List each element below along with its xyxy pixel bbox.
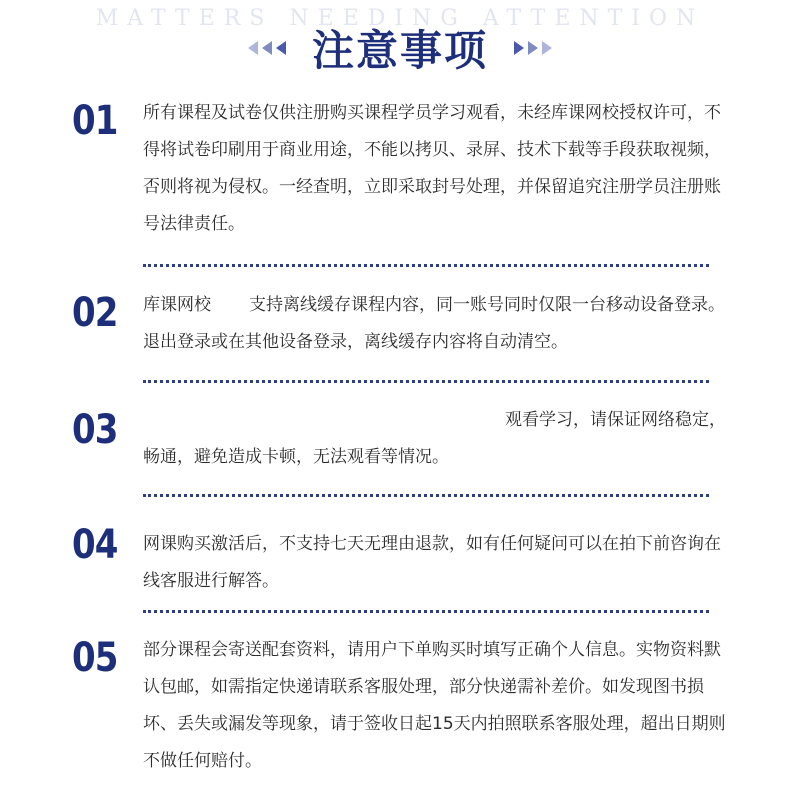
- dotted-divider: [143, 264, 709, 267]
- dotted-divider: [143, 380, 709, 383]
- item-text-part: 支持离线缓存课程内容，同一账号同时仅限一台移动设备登录。退出登录或在其他设备登录，离线缓存内容将自动清空。: [143, 295, 725, 352]
- item-text: 所有课程及试卷仅供注册购买课程学员学习观看，未经库课网校授权许可，不得将试卷印刷用于商业用途，不能以拷贝、录屏、技术下载等手段获取视频，否则将视为侵权。一经查明，立即采取封号处理，并保留追究注册学员注册账号法律责任。: [143, 103, 721, 234]
- item-number: 02: [72, 290, 118, 336]
- item-number: 04: [72, 522, 118, 568]
- left-arrows-icon: [248, 41, 286, 55]
- item-text-part: 库课网校: [143, 295, 211, 315]
- item-text: 部分课程会寄送配套资料，请用户下单购买时填写正确个人信息。实物资料默认包邮，如需指定快递请联系客服处理，部分快递需补差价。如发现图书损坏、丢失或漏发等现象，请于签收日起15天内拍照联系客服处理，超出日期则不做任何赔付。: [143, 640, 726, 771]
- right-arrows-icon: [514, 41, 552, 55]
- item-text: [143, 287, 733, 361]
- item-text: [143, 402, 733, 476]
- background-heading-text: MATTERS NEEDING ATTENTION: [95, 6, 705, 31]
- dotted-divider: [143, 494, 709, 497]
- item-text: 网课购买激活后，不支持七天无理由退款，如有任何疑问可以在拍下前咨询在线客服进行解答。: [143, 534, 721, 591]
- item-number: 03: [72, 407, 118, 453]
- item-number: 01: [72, 98, 118, 144]
- dotted-divider: [143, 610, 709, 613]
- item-text-content: 观看学习，请保证网络稳定，畅通，避免造成卡顿，无法观看等情况。: [143, 410, 726, 467]
- page-title: 注意事项: [311, 26, 488, 75]
- header: [0, 18, 800, 78]
- item-number: 05: [72, 635, 118, 681]
